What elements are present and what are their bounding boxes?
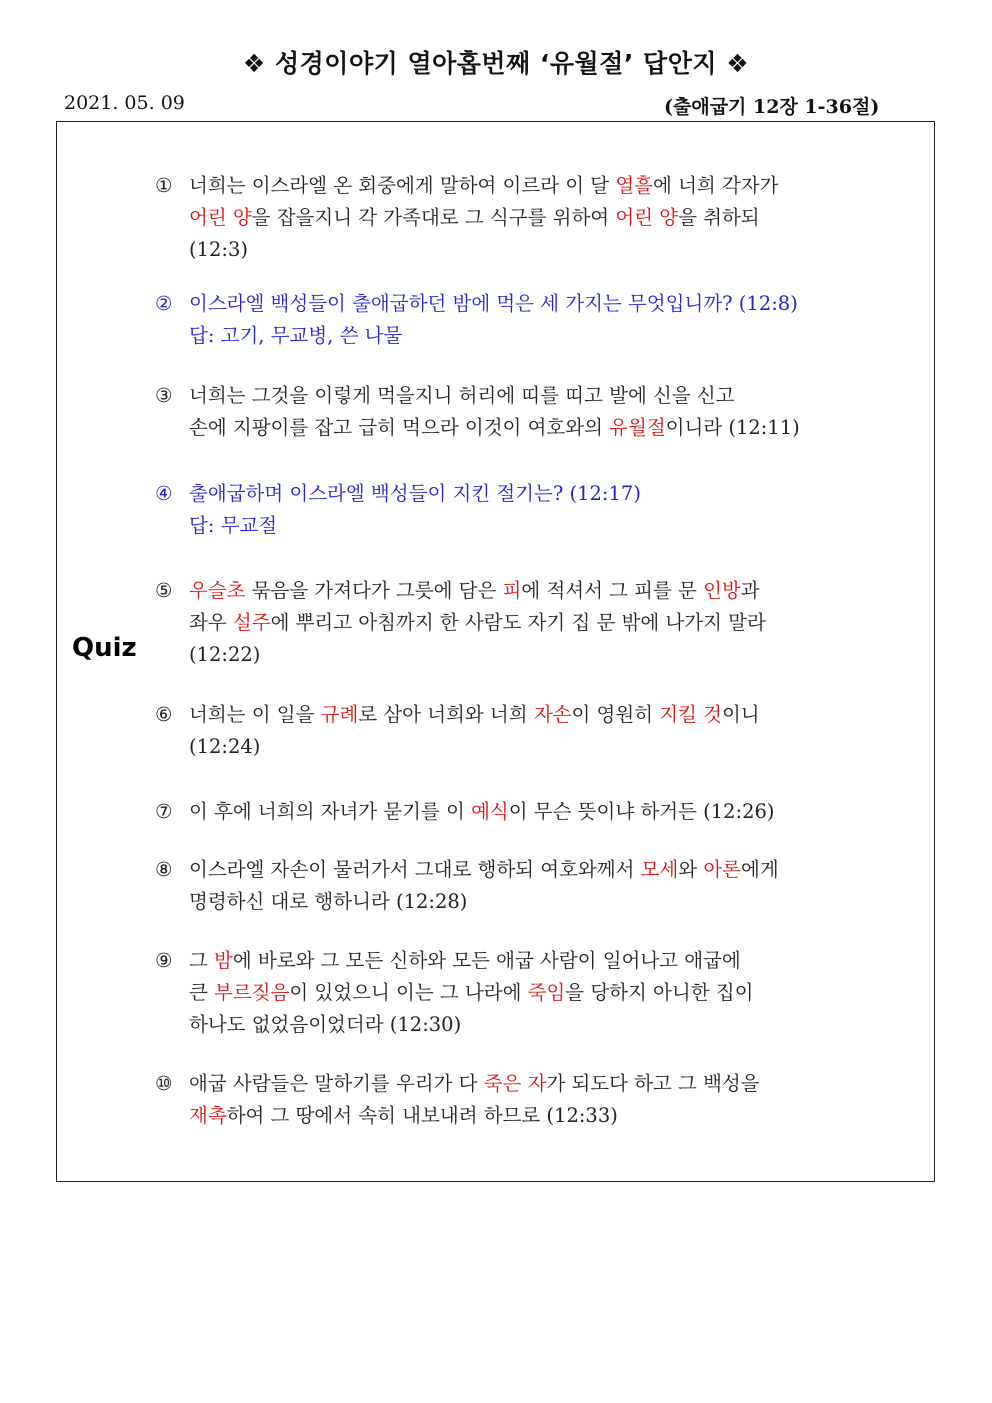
- item-text: 이니라 (12:11): [665, 416, 800, 439]
- quiz-item-5: [155, 575, 915, 671]
- item-number: ⑤: [155, 579, 173, 602]
- item-text: 너희는 그것을 이렇게 먹을지니 허리에 띠를 띠고 발에 신을 신고: [189, 384, 735, 407]
- item-text: 하나도 없었음이었더라 (12:30): [189, 1013, 462, 1036]
- quiz-item-6: [155, 699, 915, 763]
- highlighted-answer: 밤: [214, 949, 233, 972]
- highlighted-answer: 유월절: [609, 416, 666, 439]
- highlighted-answer: 예식: [471, 800, 509, 823]
- quiz-item-4: [155, 478, 915, 542]
- item-text: 가 되도다 하고 그 백성을: [546, 1072, 760, 1095]
- quiz-label: Quiz: [72, 633, 137, 663]
- item-text: 을 취하되: [678, 206, 760, 229]
- item-text: 을 잡을지니 각 가족대로 그 식구를 위하여: [251, 206, 616, 229]
- quiz-item-7: [155, 796, 915, 828]
- item-number: ②: [155, 292, 173, 315]
- highlighted-answer: 우슬초: [189, 579, 246, 602]
- quiz-item-8: [155, 854, 915, 918]
- item-text: 묶음을 가져다가 그릇에 담은: [245, 579, 503, 602]
- item-number: ⑦: [155, 800, 173, 823]
- item-number: ⑥: [155, 703, 173, 726]
- highlighted-answer: 피: [502, 579, 522, 602]
- highlighted-answer: 죽은 자: [483, 1072, 547, 1095]
- highlighted-answer: 설주: [232, 611, 271, 634]
- item-text: 손에 지팡이를 잡고 급히 먹으라 이것이 여호와의: [189, 416, 610, 439]
- highlighted-answer: 어린 양: [615, 206, 679, 229]
- quiz-item-9: [155, 945, 915, 1041]
- item-text: 이 무슨 뜻이냐 하거든 (12:26): [508, 800, 775, 823]
- quiz-item-2: [155, 288, 915, 352]
- item-text: 이 있었으니 이는 그 나라에: [289, 981, 528, 1004]
- item-number: ③: [155, 384, 173, 407]
- item-text: 과: [740, 579, 760, 602]
- item-text: 이니: [721, 703, 760, 726]
- quiz-item-10: [155, 1068, 915, 1132]
- item-number: ⑧: [155, 858, 173, 881]
- highlighted-answer: 아론: [703, 858, 742, 881]
- scripture-reference: (출애굽기 12장 1-36절): [664, 96, 880, 118]
- item-number: ⑨: [155, 949, 173, 972]
- item-number: ①: [155, 174, 173, 197]
- item-number: ④: [155, 482, 173, 505]
- item-text: 좌우: [189, 611, 233, 634]
- highlighted-answer: 재촉: [189, 1104, 227, 1127]
- item-text: 로 삼아 너희와 너희: [358, 703, 534, 726]
- item-text: 에 뿌리고 아침까지 한 사람도 자기 집 문 밖에 나가지 말라: [270, 611, 766, 634]
- item-text: 너희는 이스라엘 온 회중에게 말하여 이르라 이 달: [189, 174, 616, 197]
- item-text: 이스라엘 자손이 물러가서 그대로 행하되 여호와께서: [189, 858, 641, 881]
- item-text: 이 영원히: [571, 703, 660, 726]
- question-text: 출애굽하며 이스라엘 백성들이 지킨 절기는? (12:17): [189, 482, 641, 505]
- verse-reference: (12:22): [189, 643, 261, 666]
- highlighted-answer: 열흘: [615, 174, 654, 197]
- page-title: ❖ 성경이야기 열아홉번째 ‘유월절’ 답안지 ❖: [242, 49, 750, 78]
- item-text: 너희는 이 일을: [189, 703, 321, 726]
- item-text: 명령하신 대로 행하니라 (12:28): [189, 890, 468, 913]
- item-text: 그: [189, 949, 215, 972]
- highlighted-answer: 부르짖음: [214, 981, 290, 1004]
- verse-reference: (12:24): [189, 735, 261, 758]
- question-text: 이스라엘 백성들이 출애굽하던 밤에 먹은 세 가지는 무엇입니까? (12:8): [189, 292, 798, 315]
- item-text: 을 당하지 아니한 집이: [565, 981, 754, 1004]
- date-label: 2021. 05. 09: [64, 92, 185, 114]
- highlighted-answer: 모세: [640, 858, 679, 881]
- quiz-item-1: [155, 170, 915, 266]
- highlighted-answer: 인방: [703, 579, 741, 602]
- quiz-item-3: [155, 380, 915, 444]
- verse-reference: (12:3): [189, 238, 249, 261]
- item-text: 이 후에 너희의 자녀가 묻기를 이: [189, 800, 472, 823]
- highlighted-answer: 지킬 것: [659, 703, 722, 726]
- highlighted-answer: 규례: [320, 703, 359, 726]
- answer-text: 답: 무교절: [189, 514, 278, 537]
- answer-text: 답: 고기, 무교병, 쓴 나물: [189, 324, 403, 347]
- item-number: ⑩: [155, 1072, 173, 1095]
- item-text: 애굽 사람들은 말하기를 우리가 다: [189, 1072, 484, 1095]
- highlighted-answer: 자손: [533, 703, 572, 726]
- item-text: 에게: [741, 858, 779, 881]
- item-text: 와: [678, 858, 704, 881]
- item-text: 하여 그 땅에서 속히 내보내려 하므로 (12:33): [226, 1104, 618, 1127]
- highlighted-answer: 어린 양: [189, 206, 252, 229]
- highlighted-answer: 죽임: [527, 981, 566, 1004]
- item-text: 에 바로와 그 모든 신하와 모든 애굽 사람이 일어나고 애굽에: [232, 949, 741, 972]
- item-text: 에 적셔서 그 피를 문: [521, 579, 704, 602]
- item-text: 에 너희 각자가: [653, 174, 779, 197]
- item-text: 큰: [189, 981, 215, 1004]
